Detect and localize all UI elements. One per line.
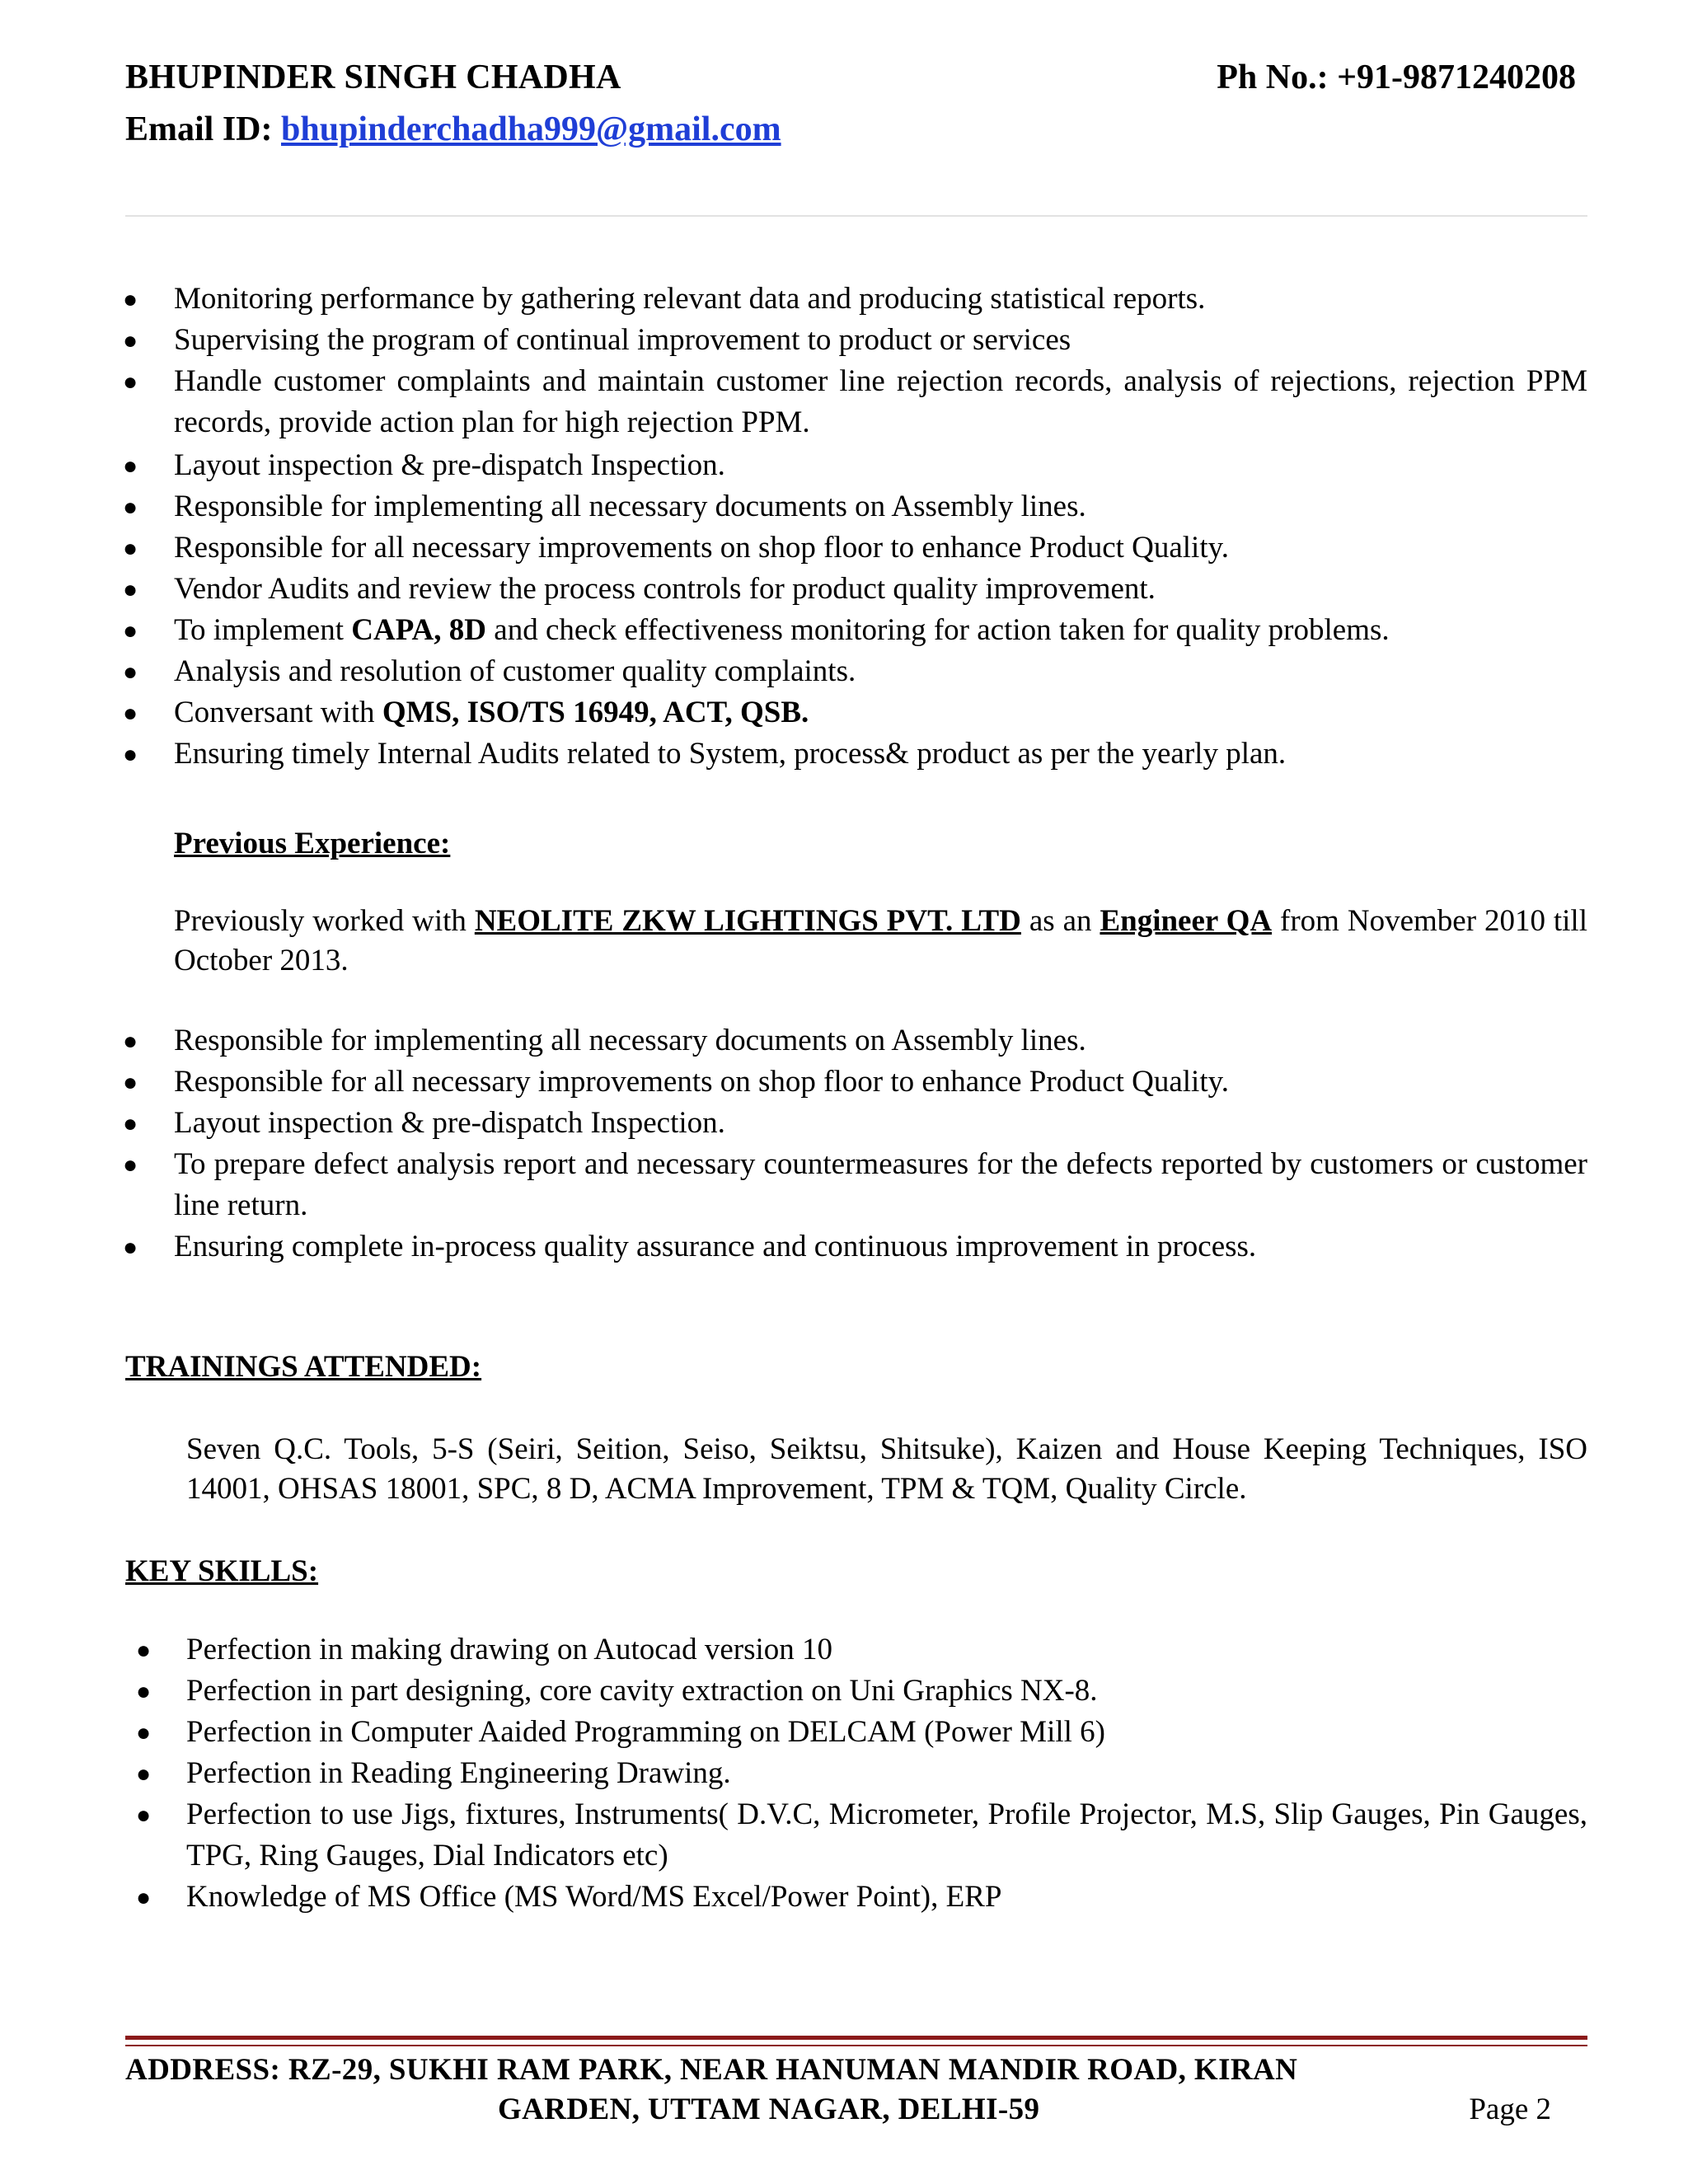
job-role: Engineer QA — [1100, 904, 1273, 938]
bullet-icon: ● — [136, 1719, 152, 1746]
header-divider — [125, 215, 1587, 217]
list-item: ● Supervising the program of continual improvement to product or services — [0, 320, 1587, 361]
list-item: ● Perfection to use Jigs, fixtures, Instruments( D.V.C, Micrometer, Profile Projector, M.S, Slip Gauges, Pin Gauges, TPG, Ring Gauges, Dial Indicators etc) — [0, 1794, 1587, 1877]
footer-divider — [125, 2036, 1587, 2040]
bullet-icon: ● — [123, 368, 138, 396]
list-item: ● Responsible for all necessary improvements on shop floor to enhance Product Quality. — [0, 1062, 1587, 1103]
bullet-icon: ● — [123, 700, 138, 727]
list-item: ● Monitoring performance by gathering relevant data and producing statistical reports. — [0, 279, 1587, 320]
email-label: Email ID: — [125, 110, 273, 148]
list-item: ● Responsible for implementing all necessary documents on Assembly lines. — [0, 1020, 1587, 1062]
list-item: ● Layout inspection & pre-dispatch Inspection. — [0, 445, 1587, 486]
list-item: ● To implement CAPA, 8D and check effectiveness monitoring for action taken for quality problems. — [0, 610, 1587, 651]
responsibilities-list — [0, 279, 1587, 775]
candidate-name: BHUPINDER SINGH CHADHA — [125, 59, 621, 96]
list-item: ● Conversant with QMS, ISO/TS 16949, ACT, QSB. — [0, 692, 1587, 733]
list-item: ● Handle customer complaints and maintain customer line rejection records, analysis of rejections, rejection PPM records, provide action plan for high rejection PPM. — [0, 361, 1587, 443]
bullet-icon: ● — [136, 1678, 152, 1705]
footer-address-line-1: ADDRESS: RZ-29, SUKHI RAM PARK, NEAR HANUMAN MANDIR ROAD, KIRAN — [125, 2053, 1298, 2087]
previous-experience-heading: Previous Experience: — [174, 827, 451, 860]
list-item: ● Ensuring complete in-process quality assurance and continuous improvement in process. — [0, 1226, 1587, 1268]
bullet-icon: ● — [123, 535, 138, 562]
list-item: ● Responsible for implementing all necessary documents on Assembly lines. — [0, 486, 1587, 527]
bullet-icon: ● — [123, 327, 138, 354]
bullet-icon: ● — [123, 1110, 138, 1137]
list-item: ● Knowledge of MS Office (MS Word/MS Excel/Power Point), ERP — [0, 1877, 1587, 1918]
list-item: ● Perfection in part designing, core cavity extraction on Uni Graphics NX-8. — [0, 1671, 1587, 1712]
list-item: ● Responsible for all necessary improvements on shop floor to enhance Product Quality. — [0, 527, 1587, 569]
bullet-icon: ● — [136, 1884, 152, 1911]
list-item: ● Ensuring timely Internal Audits related to System, process& product as per the yearly plan. — [0, 733, 1587, 775]
list-item: ● Layout inspection & pre-dispatch Inspection. — [0, 1103, 1587, 1144]
bullet-icon: ● — [123, 576, 138, 603]
trainings-text: Seven Q.C. Tools, 5-S (Seiri, Seition, Seiso, Seiktsu, Shitsuke), Kaizen and House Keeping Techniques, ISO 14001, OHSAS 18001, SPC, 8 D, ACMA Improvement, TPM & TQM, Quality Circle. — [186, 1432, 1587, 1506]
bullet-icon: ● — [123, 1151, 138, 1179]
previous-experience-list — [0, 1020, 1587, 1268]
bullet-icon: ● — [123, 741, 138, 768]
email-line — [125, 110, 781, 149]
company-name: NEOLITE ZKW LIGHTINGS PVT. LTD — [474, 904, 1021, 938]
list-item: ● Perfection in making drawing on Autocad version 10 — [0, 1629, 1587, 1671]
bullet-icon: ● — [123, 1234, 138, 1261]
previous-experience-summary: Previously worked with NEOLITE ZKW LIGHTINGS PVT. LTD as an Engineer QA from November 2010 till October 2013. — [174, 904, 1587, 977]
bullet-icon: ● — [123, 1028, 138, 1055]
bullet-icon: ● — [136, 1802, 152, 1829]
footer-address-line-2: GARDEN, UTTAM NAGAR, DELHI-59 — [498, 2093, 1040, 2126]
bullet-icon: ● — [123, 658, 138, 686]
email-link[interactable]: bhupinderchadha999@gmail.com — [281, 110, 781, 148]
list-item: ● Perfection in Computer Aaided Programming on DELCAM (Power Mill 6) — [0, 1712, 1587, 1753]
list-item: ● Perfection in Reading Engineering Drawing. — [0, 1753, 1587, 1794]
footer-divider-thin — [125, 2045, 1587, 2046]
list-item: ● Vendor Audits and review the process controls for product quality improvement. — [0, 569, 1587, 610]
trainings-heading: TRAININGS ATTENDED: — [125, 1350, 482, 1384]
key-skills-list — [0, 1629, 1587, 1918]
bullet-icon: ● — [123, 1069, 138, 1096]
bullet-icon: ● — [136, 1760, 152, 1788]
key-skills-heading: KEY SKILLS: — [125, 1554, 319, 1588]
bullet-icon: ● — [123, 452, 138, 480]
bullet-icon: ● — [136, 1637, 152, 1664]
list-item: ● To prepare defect analysis report and necessary countermeasures for the defects reported by customers or customer line return. — [0, 1144, 1587, 1226]
phone-number: Ph No.: +91-9871240208 — [1217, 59, 1576, 96]
list-item: ● Analysis and resolution of customer quality complaints. — [0, 651, 1587, 692]
bullet-icon: ● — [123, 286, 138, 313]
page-number: Page 2 — [1469, 2093, 1551, 2126]
bullet-icon: ● — [123, 494, 138, 521]
bullet-icon: ● — [123, 617, 138, 644]
